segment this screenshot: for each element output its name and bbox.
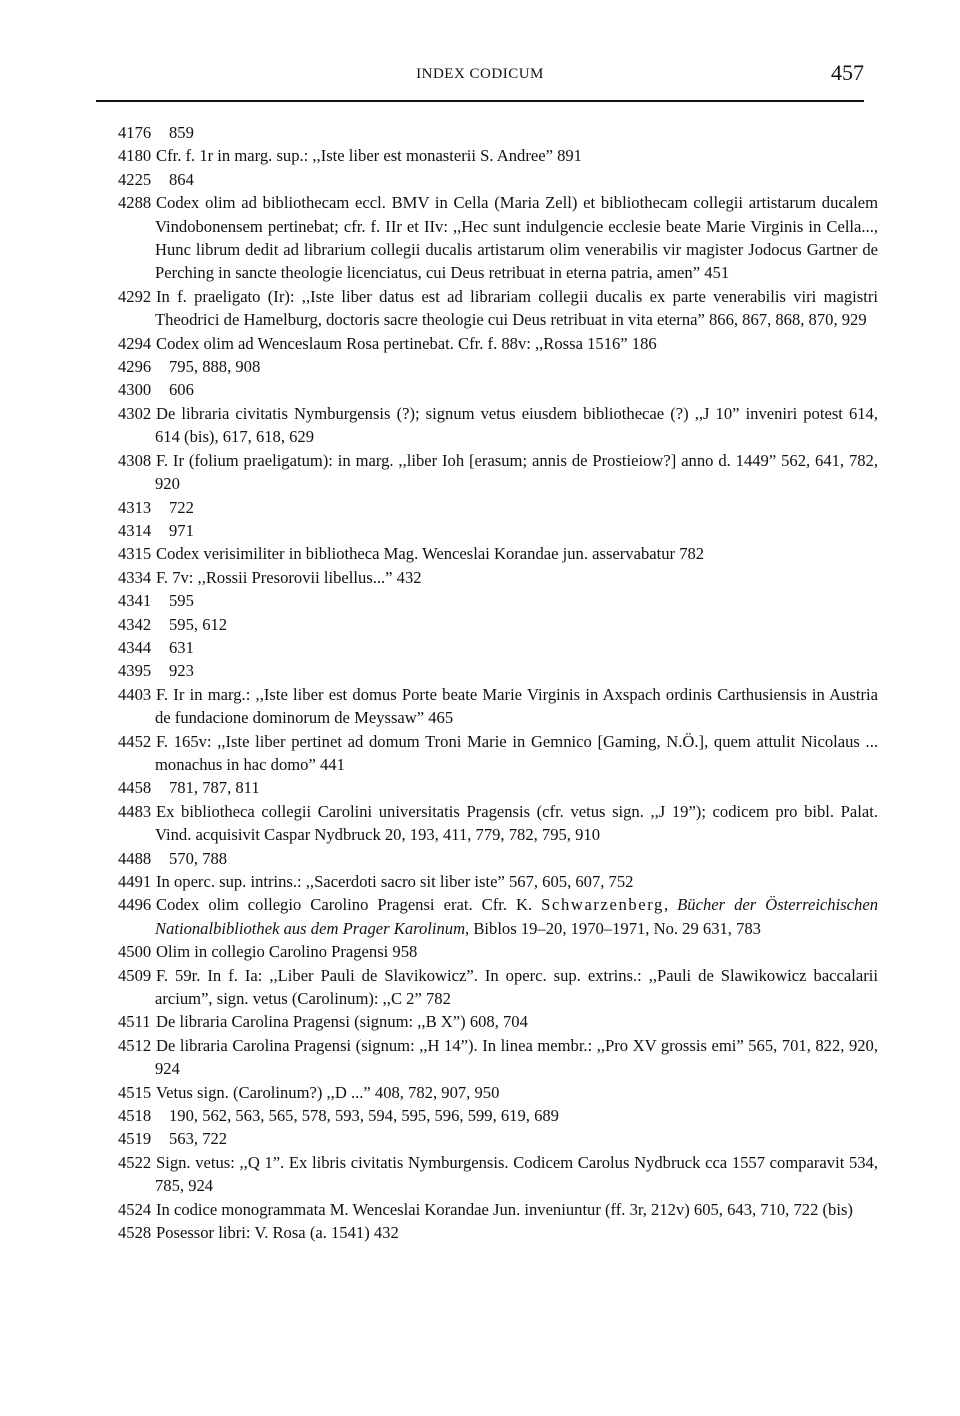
index-entry <box>118 800 878 847</box>
entry-text: In operc. sup. intrins.: ,,Sacerdoti sacro sit liber iste” 567, 605, 607, 752 <box>156 872 634 891</box>
author-name: Schwarzenberg <box>541 895 664 915</box>
entry-text: 971 <box>169 520 194 540</box>
entry-text-continued: , Biblos 19–20, 1970–1971, No. 29 631, 783 <box>465 918 761 938</box>
entry-number: 4509 <box>118 965 152 985</box>
running-header <box>96 56 864 102</box>
entry-text: 781, 787, 811 <box>169 778 260 798</box>
index-entry <box>118 659 878 682</box>
entry-text: 570, 788 <box>169 848 228 868</box>
entry-number: 4334 <box>118 567 152 587</box>
index-entry <box>118 893 878 940</box>
index-entry <box>118 191 878 285</box>
entry-text: De libraria civitatis Nymburgensis (?); signum vetus eiusdem bibliothecae (?) ,,J 10” inveniri potest 614, 614 (bis), 617, 618, 629 <box>155 403 878 447</box>
index-entries <box>118 121 878 1245</box>
index-entry <box>118 285 878 332</box>
entry-number: 4483 <box>118 801 152 821</box>
entry-text: Posessor libri: V. Rosa (a. 1541) 432 <box>156 1223 399 1243</box>
entry-text: Vetus sign. (Carolinum?) ,,D ...” 408, 782, 907, 950 <box>156 1082 500 1102</box>
entry-number: 4522 <box>118 1152 152 1172</box>
index-entry <box>118 589 878 612</box>
entry-number: 4302 <box>118 403 152 423</box>
index-entry <box>118 1010 878 1033</box>
index-entry <box>118 402 878 449</box>
entry-number: 4308 <box>118 450 152 470</box>
index-entry <box>118 355 878 378</box>
entry-number: 4515 <box>118 1082 152 1102</box>
index-entry <box>118 847 878 870</box>
entry-text: 563, 722 <box>169 1129 228 1149</box>
entry-text: 631 <box>169 637 194 657</box>
entry-text-separator: , <box>663 895 678 915</box>
index-entry <box>118 1151 878 1198</box>
index-entry <box>118 1034 878 1081</box>
entry-text: Codex olim collegio Carolino Pragensi erat. Cfr. K. <box>156 895 542 915</box>
index-entry <box>118 1081 878 1104</box>
index-entry <box>118 121 878 144</box>
entry-text: F. 59r. In f. Ia: ,,Liber Pauli de Slavikowicz”. In operc. sup. extrins.: ,,Pauli de Slawikowicz baccalarii arcium”, sign. vetus (Carolinum): ,,C 2” 782 <box>155 965 878 1009</box>
entry-number: 4180 <box>118 146 152 166</box>
index-entry <box>118 1104 878 1127</box>
entry-text: 722 <box>169 497 194 517</box>
entry-text: 595, 612 <box>169 614 228 634</box>
index-entry <box>118 496 878 519</box>
index-entry <box>118 1127 878 1150</box>
entry-text: F. Ir in marg.: ,,Iste liber est domus Porte beate Marie Virginis in Axspach ordinis Carthusiensis in Austria de fundacione dominorum de Meyssaw” 465 <box>155 684 878 728</box>
entry-text: Olim in collegio Carolino Pragensi 958 <box>156 942 418 962</box>
index-entry <box>118 870 878 893</box>
entry-number: 4300 <box>118 380 152 400</box>
index-entry <box>118 542 878 565</box>
entry-number: 4519 <box>118 1129 152 1149</box>
page-number: 457 <box>831 60 864 85</box>
running-head-title: INDEX CODICUM <box>416 66 544 82</box>
index-entry <box>118 683 878 730</box>
entry-text: 864 <box>169 169 194 189</box>
index-entry <box>118 449 878 496</box>
index-entry <box>118 566 878 589</box>
entry-text: Codex verisimiliter in bibliotheca Mag. Wenceslai Korandae jun. asservabatur 782 <box>156 544 705 564</box>
entry-text: F. 165v: ,,Iste liber pertinet ad domum Troni Marie in Gemnico [Gaming, N.Ö.], quem attulit Nicolaus ... monachus in hac domo” 441 <box>155 731 878 774</box>
entry-text: 190, 562, 563, 565, 578, 593, 594, 595, 596, 599, 619, 689 <box>169 1106 559 1126</box>
entry-text: F. Ir (folium praeligatum): in marg. ,,liber Ioh [erasum; annis de Prostieiow?] anno d. 1449” 562, 641, 782, 920 <box>155 450 878 494</box>
book-title: Bücher der Österreichischen Nationalbibliothek aus dem Prager Karolinum <box>155 895 878 938</box>
index-entry <box>118 519 878 542</box>
entry-text: 795, 888, 908 <box>169 357 261 377</box>
index-entry <box>118 332 878 355</box>
index-entry <box>118 1221 878 1244</box>
entry-number: 4511 <box>118 1012 151 1032</box>
index-entry <box>118 964 878 1011</box>
entry-number: 4344 <box>118 637 152 657</box>
entry-number: 4288 <box>118 193 152 213</box>
entry-number: 4314 <box>118 520 152 540</box>
entry-number: 4512 <box>118 1035 152 1055</box>
entry-number: 4488 <box>118 848 152 868</box>
entry-text: 606 <box>169 380 194 400</box>
entry-number: 4458 <box>118 778 152 798</box>
index-entry <box>118 730 878 777</box>
entry-number: 4225 <box>118 169 152 189</box>
index-entry <box>118 776 878 799</box>
entry-number: 4395 <box>118 661 152 681</box>
entry-number: 4313 <box>118 497 152 517</box>
entry-number: 4524 <box>118 1199 152 1219</box>
entry-text: Cfr. f. 1r in marg. sup.: ,,Iste liber est monasterii S. Andree” 891 <box>156 146 582 166</box>
index-entry <box>118 378 878 401</box>
entry-number: 4496 <box>118 895 152 915</box>
entry-number: 4315 <box>118 544 152 564</box>
entry-text: Codex olim ad bibliothecam eccl. BMV in Cella (Maria Zell) et bibliothecam collegii artistarum ducalem Vindobonensem pertinebat; cfr. f. IIr et IIv: ,,Hec sunt indulgencie ecclesie beate Marie Virginis in Cella..., Hunc librum dedit ad librarium collegii ducalis artistarum olim venerabilis vir magister Jodocus Gartner de Perching in sancte theologie licenciatus, cui Deus retribuat in eterna patria, amen” 451 <box>155 193 878 283</box>
entry-number: 4500 <box>118 942 152 962</box>
entry-number: 4296 <box>118 357 152 377</box>
entry-text: In f. praeligato (Ir): ,,Iste liber datus est ad librariam collegii ducalis ex parte venerabilis viri magistri Theodrici de Hamelburg, doctoris sacre theologie cui Deus retribuat in vita eterna” 866, 867, 868, 870, 929 <box>155 286 878 330</box>
entry-text: 595 <box>169 591 194 611</box>
entry-text: 923 <box>169 661 194 681</box>
entry-text: F. 7v: ,,Rossii Presorovii libellus...” 432 <box>156 567 422 587</box>
index-entry <box>118 1198 878 1221</box>
entry-text: Ex bibliotheca collegii Carolini universitatis Pragensis (cfr. vetus sign. ,,J 19”); codicem pro bibl. Palat. Vind. acquisivit Caspar Nydbruck 20, 193, 411, 779, 782, 795, 910 <box>155 801 878 845</box>
index-entry <box>118 144 878 167</box>
entry-number: 4341 <box>118 591 152 611</box>
entry-text: De libraria Carolina Pragensi (signum: ,,H 14”). In linea membr.: ,,Pro XV grossis emi” 565, 701, 822, 920, 924 <box>155 1035 878 1079</box>
index-entry <box>118 613 878 636</box>
entry-text: Codex olim ad Wenceslaum Rosa pertinebat. Cfr. f. 88v: ,,Rossa 1516” 186 <box>156 333 657 353</box>
entry-number: 4342 <box>118 614 152 634</box>
index-entry <box>118 636 878 659</box>
entry-number: 4294 <box>118 333 152 353</box>
index-entry <box>118 168 878 191</box>
entry-number: 4528 <box>118 1223 152 1243</box>
entry-number: 4403 <box>118 684 152 704</box>
entry-text: In codice monogrammata M. Wenceslai Korandae Jun. inveniuntur (ff. 3r, 212v) 605, 643, 710, 722 (bis) <box>156 1199 853 1219</box>
index-entry <box>118 940 878 963</box>
entry-text: Sign. vetus: ,,Q 1”. Ex libris civitatis Nymburgensis. Codicem Carolus Nydbruck cca 1557 comparavit 534, 785, 924 <box>155 1152 878 1196</box>
entry-text: 859 <box>169 123 194 142</box>
entry-number: 4491 <box>118 872 152 891</box>
entry-number: 4176 <box>118 123 152 142</box>
entry-number: 4518 <box>118 1106 152 1126</box>
entry-number: 4452 <box>118 731 152 751</box>
entry-number: 4292 <box>118 286 152 306</box>
entry-text: De libraria Carolina Pragensi (signum: ,,B X”) 608, 704 <box>156 1012 528 1032</box>
